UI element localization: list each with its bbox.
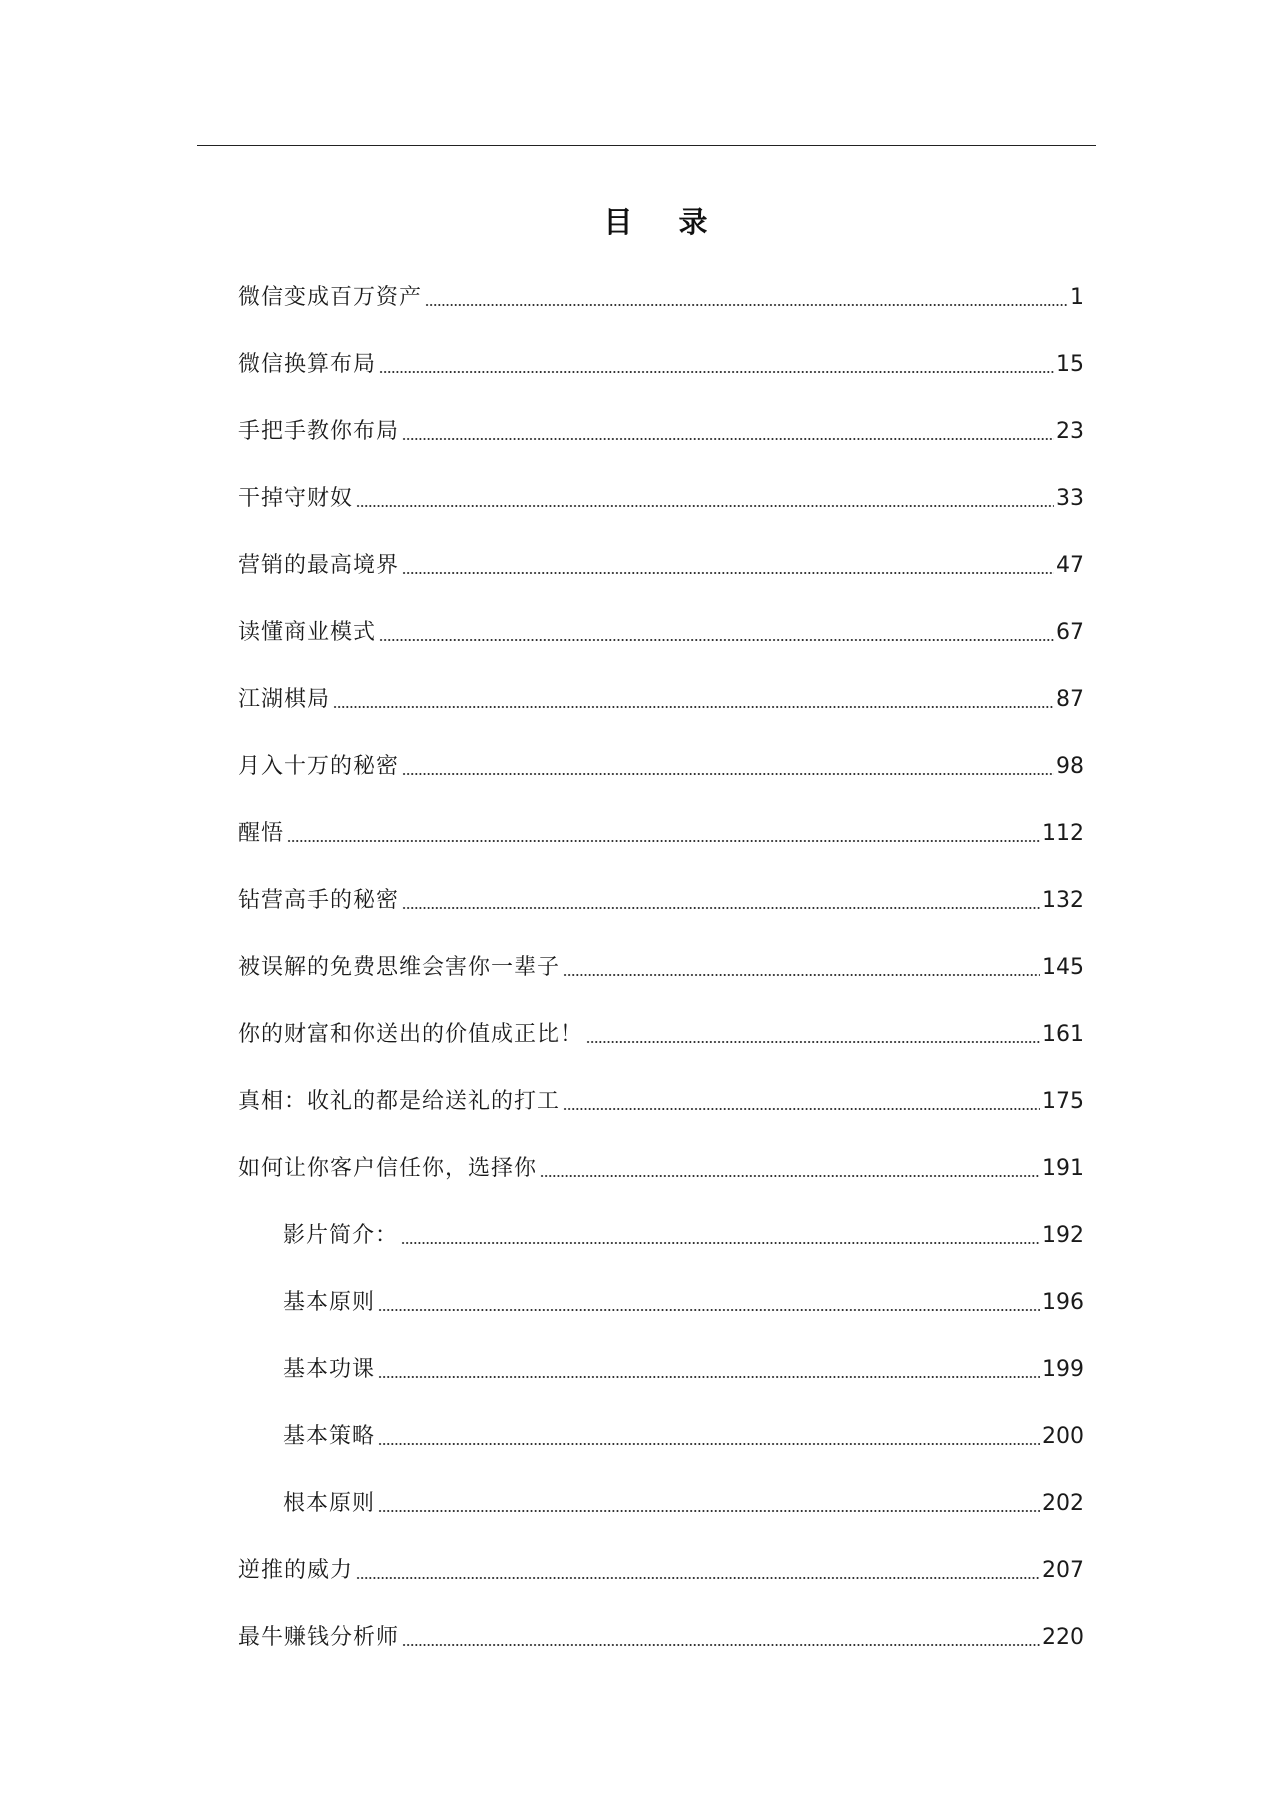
toc-entry-page: 207 bbox=[1042, 1557, 1084, 1583]
toc-entry[interactable] bbox=[238, 867, 1084, 934]
dot-leader bbox=[378, 1359, 1040, 1381]
toc-entry-label: 手把手教你布局 bbox=[238, 418, 400, 444]
toc-entry[interactable] bbox=[238, 264, 1084, 331]
toc-entry-page: 145 bbox=[1042, 954, 1084, 980]
dot-leader bbox=[425, 287, 1068, 309]
page-title: 目 录 bbox=[603, 205, 726, 239]
toc-entry-label: 钻营高手的秘密 bbox=[238, 887, 400, 913]
toc-entry[interactable] bbox=[238, 1001, 1084, 1068]
toc-entry-page: 112 bbox=[1042, 820, 1084, 846]
toc-entry-label: 江湖棋局 bbox=[238, 686, 331, 712]
toc-entry-page: 98 bbox=[1056, 753, 1084, 779]
dot-leader bbox=[356, 1560, 1040, 1582]
toc-entry[interactable] bbox=[238, 733, 1084, 800]
dot-leader bbox=[402, 890, 1040, 912]
toc-entry[interactable] bbox=[238, 331, 1084, 398]
toc-entry-page: 15 bbox=[1056, 351, 1084, 377]
dot-leader bbox=[540, 1158, 1040, 1180]
toc-entry[interactable] bbox=[238, 666, 1084, 733]
toc-entry-label: 基本原则 bbox=[283, 1289, 376, 1315]
toc-entry-label: 如何让你客户信任你，选择你 bbox=[238, 1155, 538, 1181]
header-rule bbox=[197, 145, 1096, 146]
toc-subentry[interactable] bbox=[238, 1202, 1084, 1269]
toc-entry-label: 最牛赚钱分析师 bbox=[238, 1624, 400, 1650]
toc-entry-page: 33 bbox=[1056, 485, 1084, 511]
toc-entry-page: 161 bbox=[1042, 1021, 1084, 1047]
dot-leader bbox=[379, 354, 1054, 376]
toc-entry-label: 微信换算布局 bbox=[238, 351, 377, 377]
toc-entry[interactable] bbox=[238, 532, 1084, 599]
toc-entry[interactable] bbox=[238, 1068, 1084, 1135]
toc-entry-page: 192 bbox=[1042, 1222, 1084, 1248]
toc-entry[interactable] bbox=[238, 1604, 1084, 1671]
dot-leader bbox=[287, 823, 1040, 845]
dot-leader bbox=[563, 957, 1040, 979]
dot-leader bbox=[333, 689, 1054, 711]
toc-entry-page: 196 bbox=[1042, 1289, 1084, 1315]
toc-entry[interactable] bbox=[238, 1135, 1084, 1202]
toc-list bbox=[238, 264, 1084, 1671]
toc-entry-page: 1 bbox=[1070, 284, 1084, 310]
dot-leader bbox=[379, 622, 1054, 644]
dot-leader bbox=[356, 488, 1054, 510]
dot-leader bbox=[401, 1225, 1040, 1247]
dot-leader bbox=[378, 1292, 1040, 1314]
dot-leader bbox=[402, 1627, 1040, 1649]
toc-subentry[interactable] bbox=[238, 1336, 1084, 1403]
toc-entry-page: 132 bbox=[1042, 887, 1084, 913]
toc-subentry[interactable] bbox=[238, 1403, 1084, 1470]
toc-entry-label: 月入十万的秘密 bbox=[238, 753, 400, 779]
toc-entry-label: 读懂商业模式 bbox=[238, 619, 377, 645]
toc-entry-page: 220 bbox=[1042, 1624, 1084, 1650]
toc-entry-label: 真相：收礼的都是给送礼的打工 bbox=[238, 1088, 561, 1114]
toc-entry[interactable] bbox=[238, 465, 1084, 532]
toc-entry-page: 200 bbox=[1042, 1423, 1084, 1449]
dot-leader bbox=[378, 1426, 1040, 1448]
toc-entry[interactable] bbox=[238, 934, 1084, 1001]
dot-leader bbox=[402, 555, 1054, 577]
dot-leader bbox=[586, 1024, 1040, 1046]
toc-subentry[interactable] bbox=[238, 1470, 1084, 1537]
toc-entry-label: 干掉守财奴 bbox=[238, 485, 354, 511]
toc-entry[interactable] bbox=[238, 398, 1084, 465]
dot-leader bbox=[563, 1091, 1040, 1113]
toc-entry-label: 营销的最高境界 bbox=[238, 552, 400, 578]
toc-entry-label: 被误解的免费思维会害你一辈子 bbox=[238, 954, 561, 980]
toc-subentry[interactable] bbox=[238, 1269, 1084, 1336]
toc-entry-page: 202 bbox=[1042, 1490, 1084, 1516]
toc-entry-page: 175 bbox=[1042, 1088, 1084, 1114]
dot-leader bbox=[378, 1493, 1040, 1515]
toc-entry-label: 逆推的威力 bbox=[238, 1557, 354, 1583]
toc-entry-label: 微信变成百万资产 bbox=[238, 284, 423, 310]
toc-entry-label: 影片简介： bbox=[283, 1222, 399, 1248]
toc-entry-page: 87 bbox=[1056, 686, 1084, 712]
toc-entry-page: 67 bbox=[1056, 619, 1084, 645]
toc-entry[interactable] bbox=[238, 800, 1084, 867]
toc-entry-label: 醒悟 bbox=[238, 820, 285, 846]
toc-entry-page: 199 bbox=[1042, 1356, 1084, 1382]
toc-entry-page: 191 bbox=[1042, 1155, 1084, 1181]
toc-entry[interactable] bbox=[238, 599, 1084, 666]
dot-leader bbox=[402, 421, 1054, 443]
toc-entry-page: 23 bbox=[1056, 418, 1084, 444]
toc-entry-label: 基本策略 bbox=[283, 1423, 376, 1449]
toc-entry[interactable] bbox=[238, 1537, 1084, 1604]
dot-leader bbox=[402, 756, 1054, 778]
toc-entry-label: 根本原则 bbox=[283, 1490, 376, 1516]
toc-entry-page: 47 bbox=[1056, 552, 1084, 578]
toc-entry-label: 你的财富和你送出的价值成正比！ bbox=[238, 1021, 584, 1047]
toc-entry-label: 基本功课 bbox=[283, 1356, 376, 1382]
